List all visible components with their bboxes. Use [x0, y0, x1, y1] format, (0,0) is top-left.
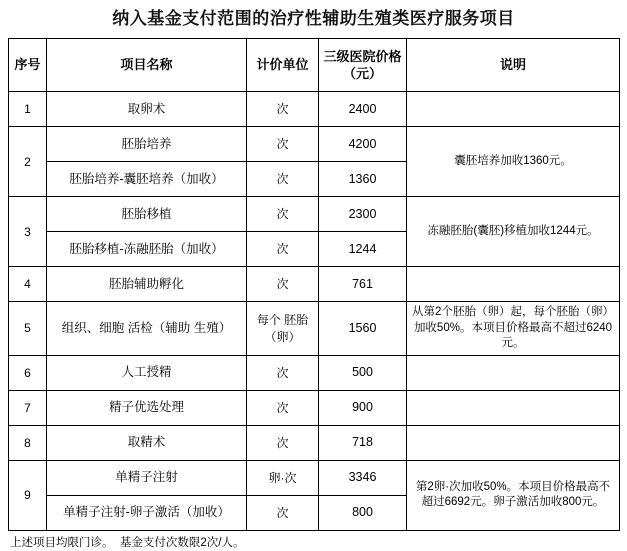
- cell-serial-number: 5: [9, 302, 47, 356]
- cell-price: 4200: [319, 127, 407, 162]
- cell-serial-number: 7: [9, 390, 47, 425]
- cell-note: [407, 267, 620, 302]
- table-row: [9, 425, 620, 460]
- cell-serial-number: 2: [9, 127, 47, 197]
- cell-unit: 每个 胚胎（卵）: [247, 302, 319, 356]
- cell-unit: 次: [247, 127, 319, 162]
- cell-unit: 次: [247, 267, 319, 302]
- cell-note: [407, 92, 620, 127]
- column-header-unit: 计价单位: [247, 39, 319, 92]
- page-title: 纳入基金支付范围的治疗性辅助生殖类医疗服务项目: [112, 9, 515, 28]
- cell-price: 900: [319, 390, 407, 425]
- cell-unit: 卵·次: [247, 460, 319, 495]
- cell-unit: 次: [247, 390, 319, 425]
- cell-serial-number: 8: [9, 425, 47, 460]
- column-header-name: 项目名称: [47, 39, 247, 92]
- cell-unit: 次: [247, 355, 319, 390]
- cell-note: 从第2个胚胎（卵）起，每个胚胎（卵）加收50%。本项目价格最高不超过6240元。: [407, 302, 620, 356]
- cell-item-name: 胚胎培养: [47, 127, 247, 162]
- cell-price: 761: [319, 267, 407, 302]
- cell-note: [407, 355, 620, 390]
- cell-serial-number: 6: [9, 355, 47, 390]
- table-row: [9, 127, 620, 162]
- cell-price: 2400: [319, 92, 407, 127]
- cell-note: 囊胚培养加收1360元。: [407, 127, 620, 197]
- column-header-no: 序号: [9, 39, 47, 92]
- cell-price: 1244: [319, 232, 407, 267]
- footnote: 上述项目均限门诊。 基金支付次数限2次/人。: [10, 536, 245, 549]
- cell-unit: 次: [247, 92, 319, 127]
- cell-item-name: 单精子注射: [47, 460, 247, 495]
- cell-serial-number: 4: [9, 267, 47, 302]
- table-header-row: [9, 39, 620, 92]
- cell-item-name: 人工授精: [47, 355, 247, 390]
- cell-note: 冻融胚胎(囊胚)移植加收1244元。: [407, 197, 620, 267]
- table-body: [9, 92, 620, 531]
- cell-unit: 次: [247, 425, 319, 460]
- cell-price: 718: [319, 425, 407, 460]
- table-header: [9, 39, 620, 92]
- cell-unit: 次: [247, 162, 319, 197]
- cell-item-name: 胚胎移植: [47, 197, 247, 232]
- table-row: [9, 197, 620, 232]
- table-row: [9, 267, 620, 302]
- cell-item-name: 胚胎辅助孵化: [47, 267, 247, 302]
- cell-note: [407, 390, 620, 425]
- table-row: [9, 355, 620, 390]
- cell-price: 500: [319, 355, 407, 390]
- cell-unit: 次: [247, 197, 319, 232]
- fee-table: [8, 38, 620, 531]
- cell-item-name: 单精子注射-卵子激活（加收）: [47, 495, 247, 530]
- cell-note: 第2卵·次加收50%。本项目价格最高不超过6692元。卵子激活加收800元。: [407, 460, 620, 530]
- table-row: [9, 302, 620, 356]
- cell-note: [407, 425, 620, 460]
- cell-serial-number: 1: [9, 92, 47, 127]
- cell-item-name: 取卵术: [47, 92, 247, 127]
- cell-price: 1360: [319, 162, 407, 197]
- cell-price: 1560: [319, 302, 407, 356]
- cell-price: 3346: [319, 460, 407, 495]
- cell-item-name: 胚胎移植-冻融胚胎（加收）: [47, 232, 247, 267]
- table-row: [9, 460, 620, 495]
- cell-item-name: 胚胎培养-囊胚培养（加收）: [47, 162, 247, 197]
- cell-item-name: 精子优选处理: [47, 390, 247, 425]
- table-row: [9, 390, 620, 425]
- cell-serial-number: 9: [9, 460, 47, 530]
- cell-serial-number: 3: [9, 197, 47, 267]
- cell-unit: 次: [247, 495, 319, 530]
- cell-unit: 次: [247, 232, 319, 267]
- column-header-note: 说明: [407, 39, 620, 92]
- column-header-price: 三级医院价格（元）: [319, 39, 407, 92]
- cell-price: 2300: [319, 197, 407, 232]
- cell-price: 800: [319, 495, 407, 530]
- cell-item-name: 取精术: [47, 425, 247, 460]
- table-row: [9, 92, 620, 127]
- cell-item-name: 组织、细胞 活检（辅助 生殖）: [47, 302, 247, 356]
